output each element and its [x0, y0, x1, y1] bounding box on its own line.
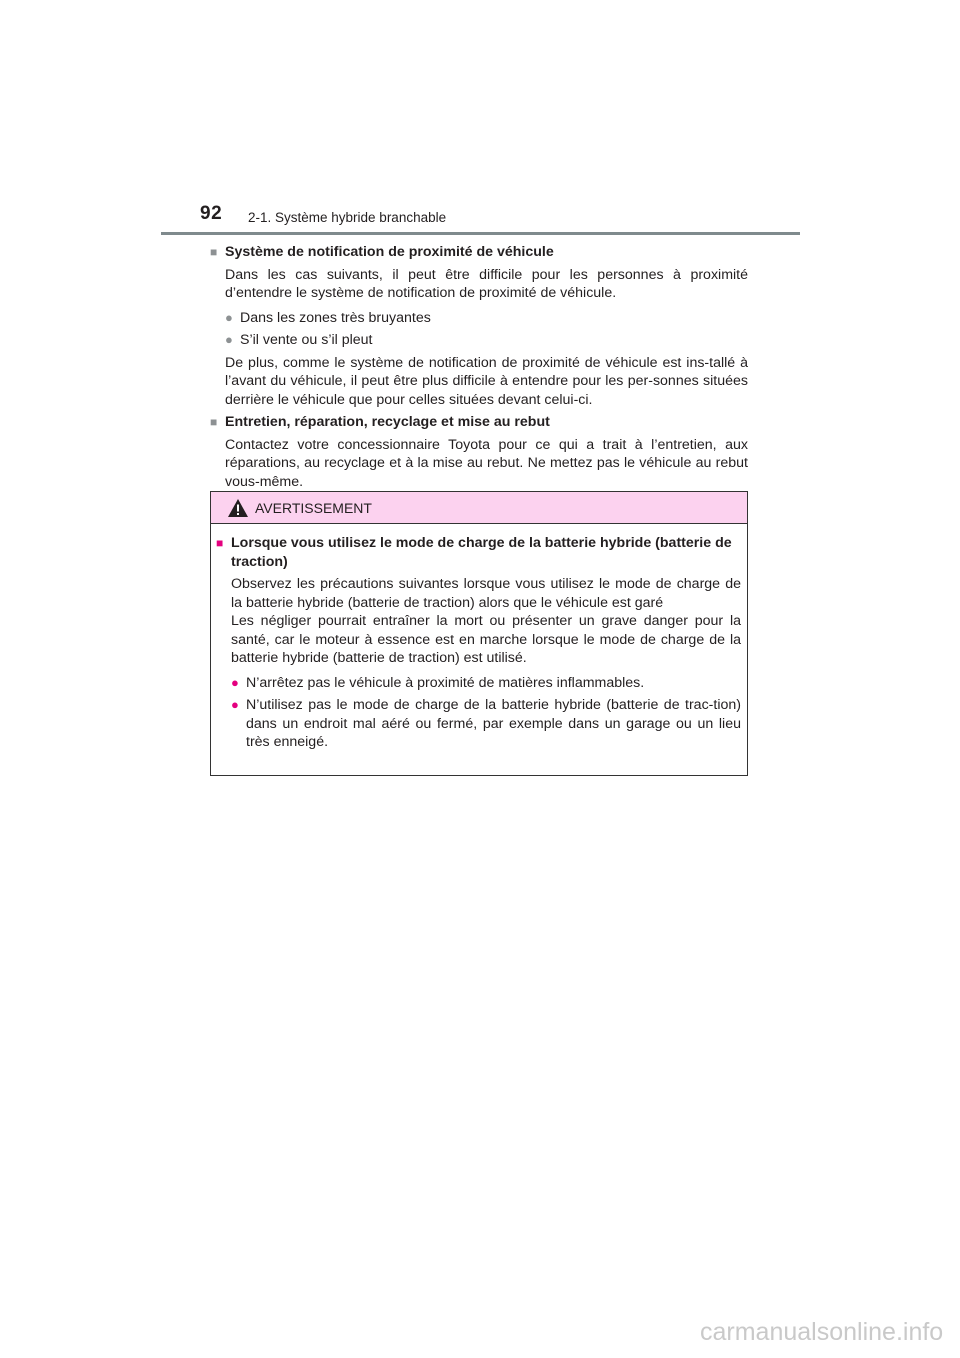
list-item-text: S’il vente ou s’il pleut [240, 332, 373, 348]
main-content [210, 243, 748, 491]
section-heading [210, 243, 748, 262]
warning-box [210, 491, 748, 776]
warning-heading [216, 534, 741, 571]
paragraph: Observez les précautions suivantes lorsque vous utilisez le mode de charge de la batterie hybride (batterie de traction) alors que le véhicule est garé [231, 576, 741, 611]
list-item [225, 331, 748, 350]
heading-text: Lorsque vous utilisez le mode de charge de la batterie hybride (batterie de traction) [231, 535, 732, 570]
warning-header [211, 492, 747, 524]
watermark: carmanualsonline.info [700, 1318, 944, 1346]
paragraph: Dans les cas suivants, il peut être difficile pour les personnes à proximité d’entendre le système de notification de proximité de véhicule. [225, 266, 748, 301]
heading-text: Entretien, réparation, recyclage et mise au rebut [225, 414, 550, 430]
section-heading [210, 413, 748, 432]
heading-text: Système de notification de proximité de véhicule [225, 244, 554, 260]
list-item-text: N’utilisez pas le mode de charge de la batterie hybride (batterie de trac-tion) dans un endroit mal aéré ou fermé, par exemple dans un garage ou un lieu très enneigé. [246, 697, 741, 750]
list-item [231, 674, 741, 693]
paragraph: De plus, comme le système de notification de proximité de véhicule est ins-tallé à l’avant du véhicule, il peut être plus difficile à entendre pour les per-sonnes situées derrière le véhicule que pour celles situées devant celui-ci. [225, 354, 748, 408]
circle-bullet-icon: ● [231, 674, 239, 690]
square-bullet-icon: ■ [210, 245, 218, 259]
warning-triangle-icon [227, 498, 249, 518]
paragraph: Contactez votre concessionnaire Toyota pour ce qui a trait à l’entretien, aux réparations, au recyclage et à la mise au rebut. Ne mettez pas le véhicule au rebut vous-même. [225, 436, 748, 490]
page-number: 92 [200, 203, 223, 224]
circle-bullet-icon: ● [231, 697, 239, 712]
square-bullet-icon: ■ [210, 415, 218, 429]
list-item [231, 696, 741, 752]
warning-title: AVERTISSEMENT [255, 499, 372, 516]
list-item-text: N’arrêtez pas le véhicule à proximité de matières inflammables. [246, 674, 645, 691]
section-title: 2-1. Système hybride branchable [248, 210, 447, 225]
list-item [225, 309, 748, 328]
circle-bullet-icon: ● [225, 309, 233, 325]
list-item-text: Dans les zones très bruyantes [240, 309, 431, 326]
paragraph: Les négliger pourrait entraîner la mort ou présenter un grave danger pour la santé, car le moteur à essence est en marche lorsque le mode de charge de la batterie hybride (batterie de traction) est utilisé. [231, 613, 741, 666]
header-rule [161, 232, 800, 235]
circle-bullet-icon: ● [225, 332, 233, 347]
square-bullet-icon: ■ [216, 536, 224, 550]
warning-body [211, 524, 747, 752]
